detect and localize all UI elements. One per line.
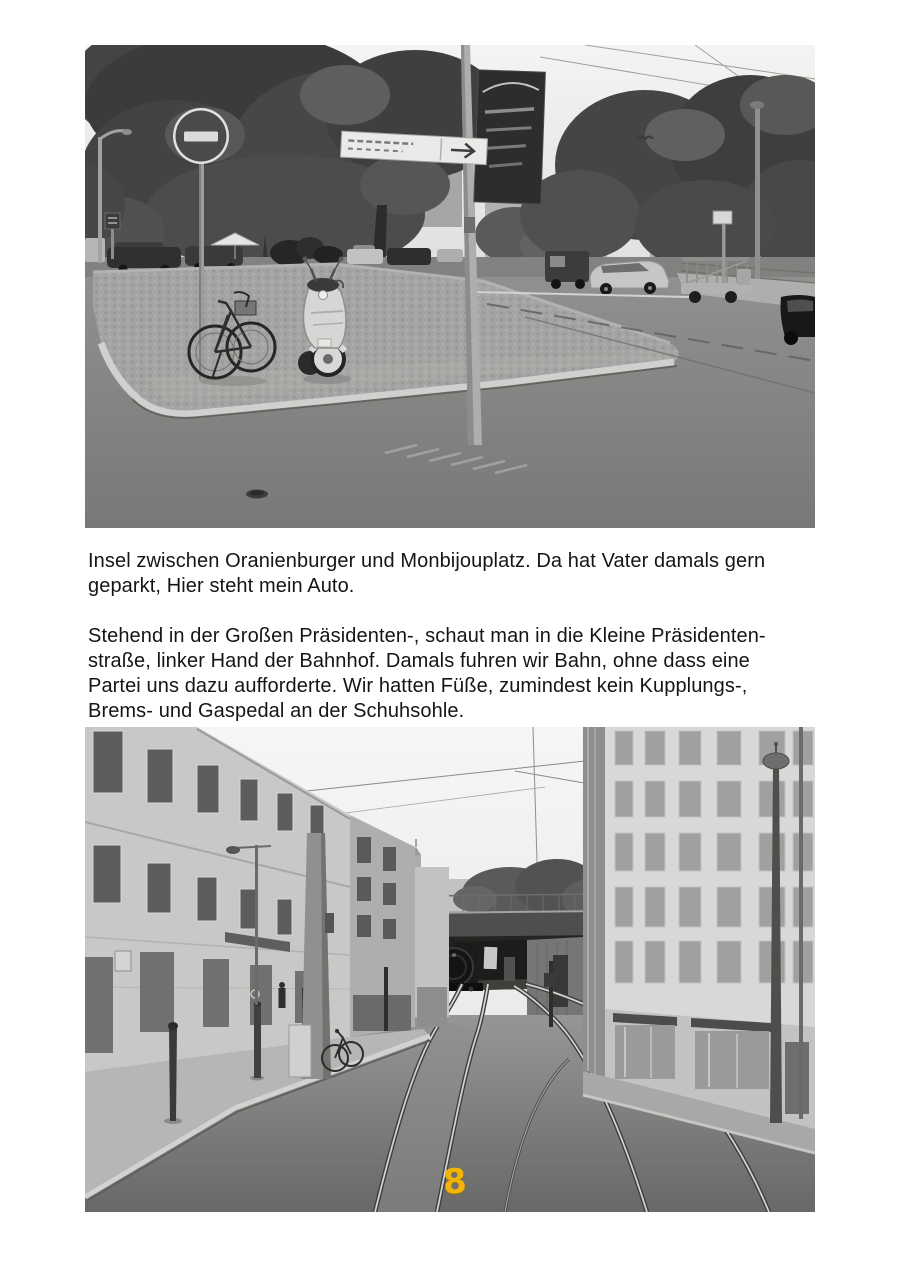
photo-street-tram-scene: [85, 727, 815, 1212]
paragraph-body: [88, 624, 804, 724]
text-line: Brems- und Gaspedal an der Schuhsohle.: [88, 700, 465, 722]
pedestrian: [279, 982, 286, 1008]
text-line: Insel zwischen Oranienburger und Monbijouplatz. Da hat Vater damals gern: [88, 550, 766, 572]
photo-traffic-island-scene: [85, 45, 815, 528]
photo-street-tram-tracks: [85, 727, 815, 1212]
body-text: [88, 549, 804, 724]
manhole: [246, 490, 268, 499]
text-line: Partei uns dazu aufforderte. Wir hatten Füße, zumindest kein Kupplungs-,: [88, 675, 748, 697]
text-line: straße, linker Hand der Bahnhof. Damals fuhren wir Bahn, ohne dass eine: [88, 650, 750, 672]
photo-traffic-island: [85, 45, 815, 528]
text-line: geparkt, Hier steht mein Auto.: [88, 575, 355, 597]
paragraph-caption: [88, 549, 804, 599]
page-number: 8: [441, 1161, 469, 1203]
advertising-board: [474, 70, 546, 204]
text-line: Stehend in der Großen Präsidenten-, schaut man in die Kleine Präsidenten-: [88, 625, 766, 647]
